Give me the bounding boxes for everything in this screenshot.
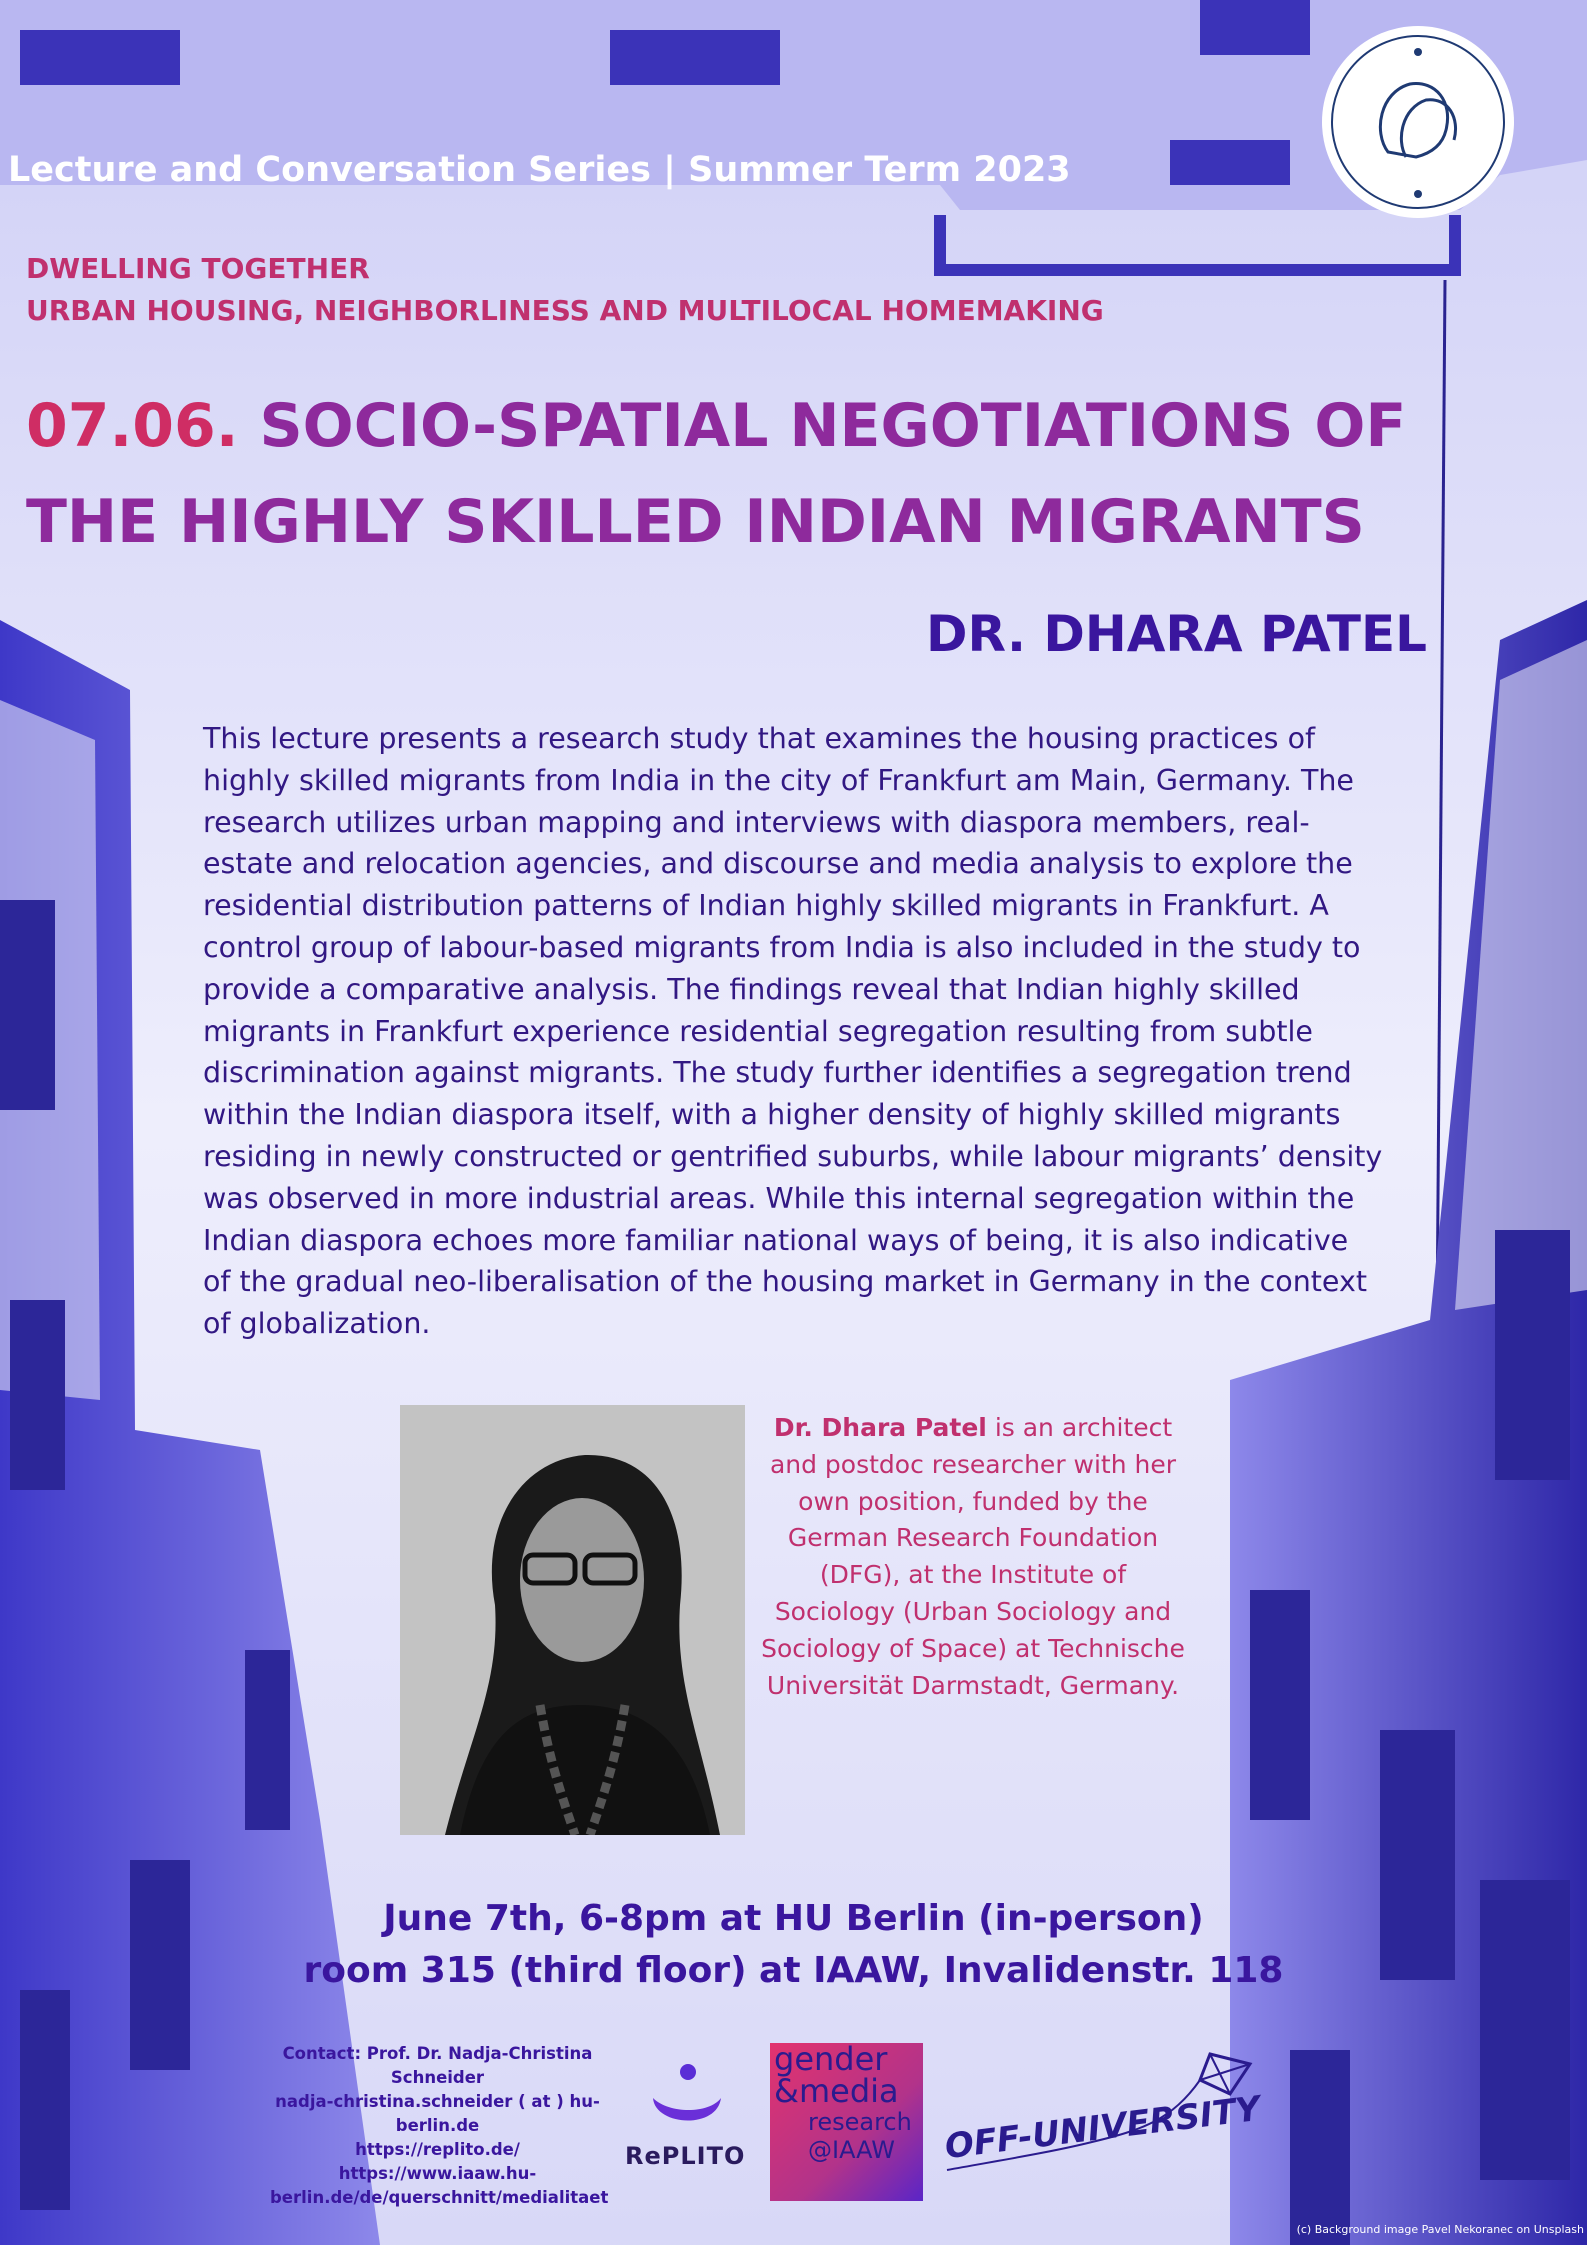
lecture-title — [26, 378, 1446, 570]
speaker-photo — [400, 1405, 745, 1835]
theme-line-1: DWELLING TOGETHER — [26, 252, 370, 285]
series-title: Lecture and Conversation Series | Summer Term 2023 — [8, 150, 1071, 190]
replito-mark-icon — [625, 2058, 745, 2138]
theme-line-2: URBAN HOUSING, NEIGHBORLINESS AND MULTILOCAL HOMEMAKING — [26, 294, 1104, 327]
contact-link-iaaw[interactable]: https://www.iaaw.hu-berlin.de/de/querschnitt/medialitaet — [270, 2164, 609, 2207]
image-credit: (c) Background image Pavel Nekoranec on Unsplash — [1296, 2223, 1584, 2236]
off-university-label: OFF-UNIVERSITY — [942, 2088, 1263, 2168]
contact-email: nadja-christina.schneider ( at ) hu-berlin.de — [275, 2092, 600, 2135]
gm-line-4: @IAAW — [808, 2136, 895, 2164]
gm-line-3: research — [808, 2108, 912, 2136]
contact-link-replito[interactable]: https://replito.de/ — [355, 2140, 520, 2159]
gender-media-research-logo — [770, 2043, 923, 2201]
speaker-name: DR. DHARA PATEL — [926, 605, 1427, 663]
bio-name: Dr. Dhara Patel — [773, 1413, 987, 1442]
lecture-title-text: SOCIO-SPATIAL NEGOTIATIONS OF THE HIGHLY SKILLED INDIAN MIGRANTS — [26, 391, 1407, 557]
event-location-line: room 315 (third floor) at IAAW, Invalidenstr. 118 — [303, 1950, 1284, 1991]
speaker-bio — [758, 1410, 1188, 1704]
lecture-date: 07.06. — [26, 391, 239, 461]
gm-line-2: &media — [774, 2072, 899, 2110]
contact-person: Contact: Prof. Dr. Nadja-Christina Schneider — [282, 2044, 593, 2087]
bio-text: is an architect and postdoc researcher with her own position, funded by the German Research Foundation (DFG), at the Institute of Sociology (Urban Sociology and Sociology of Space) at Technische Universität Darmstadt, Germany. — [761, 1413, 1185, 1700]
replito-label: RePLITO — [625, 2142, 746, 2170]
university-seal-logo — [1318, 22, 1518, 222]
abstract-text: This lecture presents a research study that examines the housing practices of highly skilled migrants from India in the city of Frankfurt am Main, Germany. The research utilizes urban mapping and interviews with diaspora members, real-estate and relocation agencies, and discourse and media analysis to explore the residential distribution patterns of Indian highly skilled migrants in Frankfurt. A control group of labour-based migrants from India is also included in the study to provide a comparative analysis. The findings reveal that Indian highly skilled migrants in Frankfurt experience residential segregation resulting from subtle discrimination against migrants. The study further identifies a segregation trend within the Indian diaspora itself, with a higher density of highly skilled migrants residing in newly constructed or gentrified suburbs, while labour migrants’ density was observed in more industrial areas. While this internal segregation within the Indian diaspora echoes more familiar national ways of being, it is also indicative of the gradual neo-liberalisation of the housing market in Germany in the context of globalization. — [203, 722, 1383, 1341]
contact-block — [270, 2042, 609, 2210]
event-date-line: June 7th, 6-8pm at HU Berlin (in-person) — [383, 1898, 1204, 1939]
off-university-logo — [942, 2050, 1262, 2180]
gm-line-1: gender — [774, 2043, 888, 2078]
replito-logo — [625, 2058, 745, 2178]
